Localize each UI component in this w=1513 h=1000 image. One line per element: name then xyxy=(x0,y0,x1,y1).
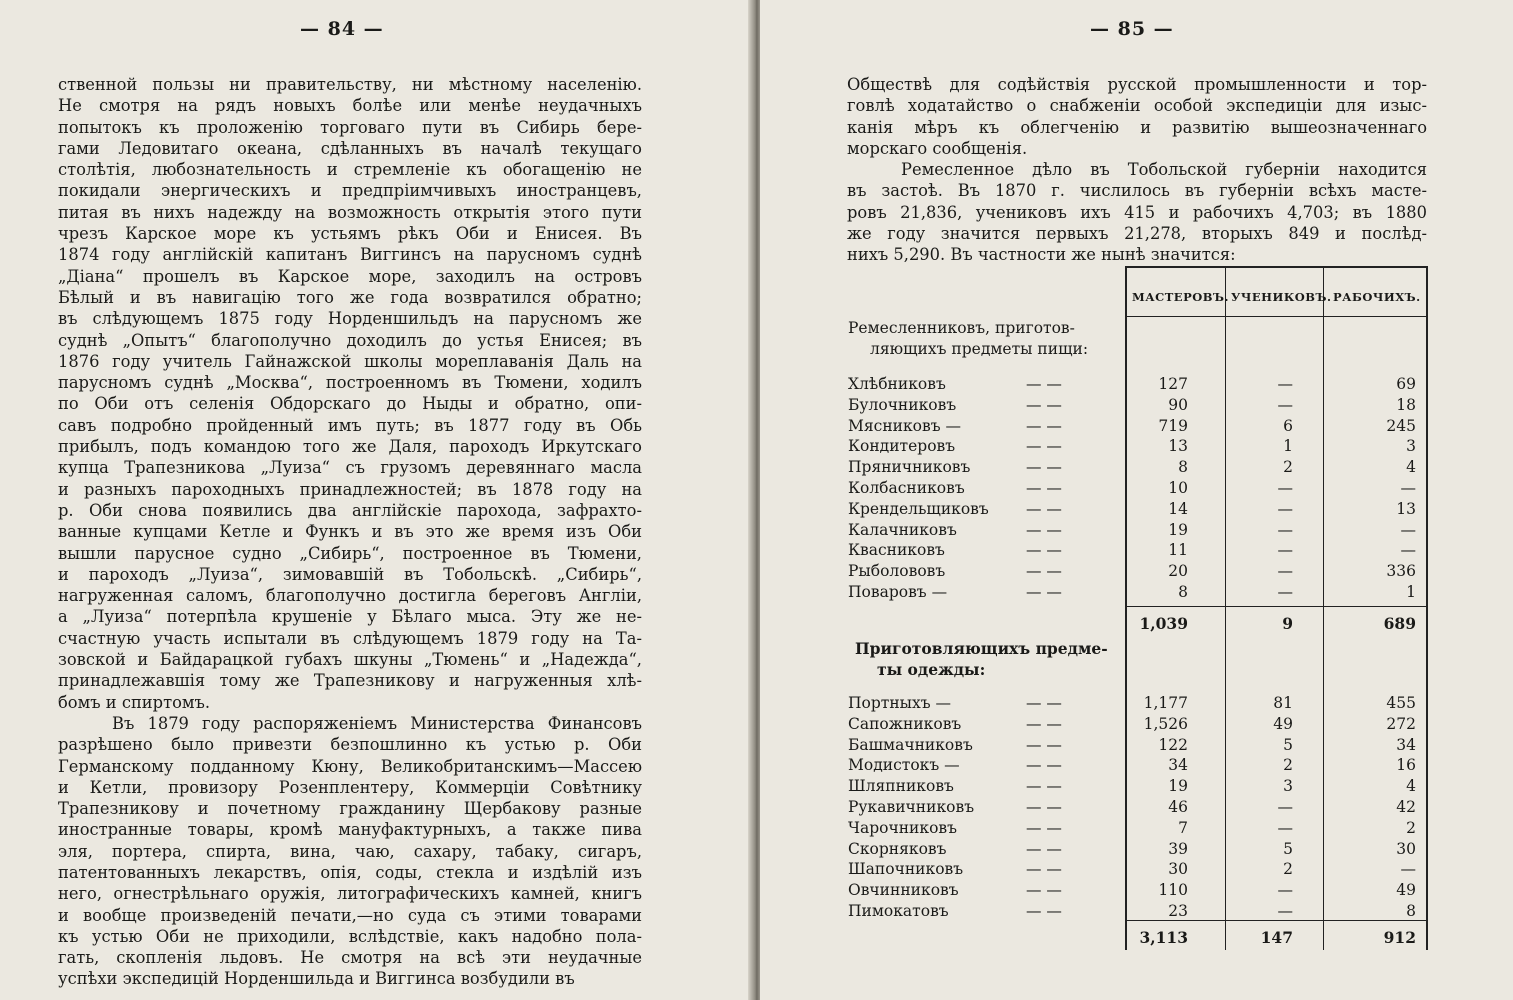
row-name: Модистокъ — xyxy=(848,756,960,775)
text-line: и Кетли, провизору Розенплентеру, Коммерціи Совѣтнику xyxy=(58,777,642,797)
text-line: гать, скопленія льдовъ. Не смотря на всѣ эти неудачные xyxy=(58,948,642,968)
text-line: Не смотря на рядъ новыхъ болѣе или менѣе неудачныхъ xyxy=(58,96,642,116)
table-row xyxy=(848,777,1428,797)
table-row xyxy=(848,541,1428,561)
apprentices-value: — xyxy=(1277,520,1293,539)
table-top-rule xyxy=(1125,266,1428,268)
workers-value: 455 xyxy=(1386,694,1416,712)
apprentices-value: — xyxy=(1277,562,1293,581)
table-row xyxy=(848,798,1428,818)
header-apprentices: УЧЕНИКОВЪ. xyxy=(1231,290,1332,304)
apprentices-value: 5 xyxy=(1283,735,1293,754)
table-row xyxy=(848,736,1428,756)
table-row xyxy=(848,819,1428,839)
text-line: покидали энергическихъ и предпріимчивыхъ иностранцевъ, xyxy=(58,181,642,201)
masters-value: 719 xyxy=(1158,416,1188,435)
text-line: питая въ нихъ надежду на возможность открытія этого пути xyxy=(58,202,642,222)
right-paragraph-1 xyxy=(847,74,1427,159)
apprentices-value: 1 xyxy=(1283,437,1293,456)
text-line: парусномъ суднѣ „Москва“, построенномъ въ Тюмени, ходилъ xyxy=(58,373,642,393)
row-dashes: — — xyxy=(1026,881,1062,900)
workers-value: 272 xyxy=(1386,714,1416,733)
row-name: Крендельщиковъ xyxy=(848,499,989,518)
text-line: говлѣ ходатайство о снабженіи особой экспедиціи для изыс- xyxy=(847,96,1427,116)
masters-value: 122 xyxy=(1158,735,1188,754)
workers-value: 2 xyxy=(1406,818,1416,837)
workers-value: 30 xyxy=(1396,839,1416,858)
workers-value: 13 xyxy=(1396,499,1416,518)
table-row xyxy=(848,881,1428,901)
row-name: Шляпниковъ xyxy=(848,777,954,796)
apprentices-value: — xyxy=(1277,881,1293,900)
text-line: къ устью Оби не приходили, вслѣдствіе, какъ надобно пола- xyxy=(58,926,642,946)
workers-value: 245 xyxy=(1386,416,1416,435)
text-line: савъ подробно пройденный имъ путь; въ 1877 году въ Обь xyxy=(58,415,642,435)
row-name: Башмачниковъ xyxy=(848,735,973,754)
masters-value: 34 xyxy=(1168,756,1188,775)
apprentices-value: — xyxy=(1277,499,1293,518)
text-line: морскаго сообщенія. xyxy=(847,138,1028,158)
text-line: и пароходъ „Луиза“, зимовавшій въ Тобольскѣ. „Сибирь“, xyxy=(58,564,642,584)
masters-value: 127 xyxy=(1158,375,1188,393)
masters-value: 1,177 xyxy=(1143,694,1188,712)
row-dashes: — — xyxy=(1026,735,1062,754)
masters-value: 46 xyxy=(1168,798,1188,816)
table-row xyxy=(848,902,1428,922)
text-line: канія мѣръ къ облегченію и развитію вышеозначеннаго xyxy=(847,117,1427,137)
row-dashes: — — xyxy=(1026,499,1062,518)
text-line: чрезъ Карское море къ устьямъ рѣкъ Оби и Енисея. Въ xyxy=(58,224,642,244)
workers-value: 4 xyxy=(1406,458,1416,477)
text-line: столѣтія, любознательность и стремленіе къ обогащенію не xyxy=(58,160,642,180)
text-line: иностранные товары, кромѣ мануфактурныхъ, а также пива xyxy=(58,820,642,840)
row-name: Скорняковъ xyxy=(848,839,947,858)
text-line: счастную участь испытали въ слѣдующемъ 1879 году на Та- xyxy=(58,628,642,648)
row-dashes: — — xyxy=(1026,562,1062,581)
text-line: бомъ и спиртомъ. xyxy=(58,692,211,712)
row-dashes: — — xyxy=(1026,520,1062,539)
text-line: разрѣшено было привезти безпошлинно къ устью р. Оби xyxy=(58,735,642,755)
table-row xyxy=(848,756,1428,776)
masters-value: 8 xyxy=(1178,458,1188,477)
row-name: Пимокатовъ xyxy=(848,902,949,920)
table-row xyxy=(848,458,1428,478)
text-line: Ремесленное дѣло въ Тобольской губерніи находится xyxy=(901,160,1427,180)
text-line: въ застоѣ. Въ 1870 г. числилось въ губерніи всѣхъ масте- xyxy=(847,181,1427,201)
apprentices-value: 49 xyxy=(1273,714,1293,733)
text-line: и разныхъ пароходныхъ принадлежностей; въ 1878 году на xyxy=(58,479,642,499)
table-row xyxy=(848,521,1428,541)
row-name: Мясниковъ — xyxy=(848,416,962,435)
workers-value: 18 xyxy=(1396,395,1416,414)
workers-value: — xyxy=(1400,541,1416,560)
row-dashes: — — xyxy=(1026,860,1062,879)
right-page xyxy=(760,0,1513,1000)
text-line: Обществѣ для содѣйствія русской промышленности и тор- xyxy=(847,75,1427,94)
left-paragraph-1 xyxy=(58,74,642,713)
row-name: Портныхъ — xyxy=(848,694,952,712)
workers-value: — xyxy=(1400,860,1416,879)
row-dashes: — — xyxy=(1026,458,1062,477)
row-name: Шапочниковъ xyxy=(848,860,964,879)
header-masters: МАСТЕРОВЪ. xyxy=(1132,290,1229,304)
masters-value: 8 xyxy=(1178,583,1188,601)
text-line: въ слѣдующемъ 1875 году Норденшильдъ на парусномъ же xyxy=(58,309,642,329)
text-line: же году значится первыхъ 21,278, вторыхъ 849 и послѣд- xyxy=(847,224,1427,244)
apprentices-value: — xyxy=(1277,479,1293,497)
text-line: ственной пользы ни правительству, ни мѣстному населенію. xyxy=(58,75,642,94)
text-line: гами Ледовитаго океана, сдѣланныхъ въ началѣ текущаго xyxy=(58,138,642,158)
row-dashes: — — xyxy=(1026,416,1062,435)
row-dashes: — — xyxy=(1026,395,1062,414)
table-row xyxy=(848,562,1428,582)
text-line: купца Трапезникова „Луиза“ съ грузомъ деревяннаго масла xyxy=(58,458,642,478)
text-line: вышли парусное судно „Сибирь“, построенное въ Тюмени, xyxy=(58,543,642,563)
header-workers: РАБОЧИХЪ. xyxy=(1333,290,1421,304)
row-dashes: — — xyxy=(1026,541,1062,560)
masters-value: 39 xyxy=(1168,839,1188,858)
apprentices-value: — xyxy=(1277,798,1293,816)
text-line: и вообще произведеній печати,—но суда съ этими товарами xyxy=(58,905,642,925)
apprentices-value: 2 xyxy=(1283,756,1293,775)
row-dashes: — — xyxy=(1026,798,1062,816)
text-line: эля, портера, спирта, вина, чаю, сахару, табаку, сигаръ, xyxy=(58,841,642,861)
row-dashes: — — xyxy=(1026,902,1062,920)
apprentices-value: — xyxy=(1277,375,1293,393)
workers-value: 3 xyxy=(1406,437,1416,456)
apprentices-value: 2 xyxy=(1283,860,1293,879)
text-line: него, огнестрѣльнаго оружія, литографическихъ камней, книгъ xyxy=(58,884,642,904)
row-dashes: — — xyxy=(1026,479,1062,497)
apprentices-value: 3 xyxy=(1283,777,1293,796)
workers-value: 336 xyxy=(1386,562,1416,581)
masters-value: 7 xyxy=(1178,818,1188,837)
text-line: нагруженная саломъ, благополучно достигла береговъ Англіи, xyxy=(58,586,642,606)
apprentices-value: — xyxy=(1277,395,1293,414)
row-name: Квасниковъ xyxy=(848,541,945,560)
row-name: Рукавичниковъ xyxy=(848,798,975,816)
text-line: по Оби отъ селенія Обдорскаго до Ныды и обратно, опи- xyxy=(58,394,642,414)
row-dashes: — — xyxy=(1026,756,1062,775)
workers-value: 69 xyxy=(1396,375,1416,393)
masters-value: 90 xyxy=(1168,395,1188,414)
table-header-rule xyxy=(1125,316,1428,317)
text-line: р. Оби снова появились два англійскіе парохода, зафрахто- xyxy=(58,500,642,520)
table-row xyxy=(848,417,1428,437)
row-name: Колбасниковъ xyxy=(848,479,965,497)
text-line: Бѣлый и въ навигацію того же года возвратился обратно; xyxy=(58,287,642,307)
masters-value: 30 xyxy=(1168,860,1188,879)
text-line: а „Луиза“ потерпѣла крушеніе у Бѣлаго мыса. Эту же не- xyxy=(58,607,642,627)
masters-value: 11 xyxy=(1168,541,1188,560)
text-line: ванные купцами Кетле и Функъ и въ это же время изъ Оби xyxy=(58,522,642,542)
text-line: успѣхи экспедицій Норденшильда и Виггинса возбудили въ xyxy=(58,969,575,989)
table-row xyxy=(848,840,1428,860)
masters-value: 19 xyxy=(1168,777,1188,796)
row-dashes: — — xyxy=(1026,839,1062,858)
masters-value: 14 xyxy=(1168,499,1188,518)
masters-value: 19 xyxy=(1168,520,1188,539)
workers-value: 49 xyxy=(1396,881,1416,900)
masters-value: 20 xyxy=(1168,562,1188,581)
section-2-title: Приготовляющихъ предме- ты одежды: xyxy=(855,639,1108,679)
row-dashes: — — xyxy=(1026,818,1062,837)
apprentices-value: — xyxy=(1277,541,1293,560)
workers-value: — xyxy=(1400,479,1416,497)
left-page xyxy=(0,0,752,1000)
table-row xyxy=(848,860,1428,880)
left-body-text xyxy=(58,74,642,990)
workers-value: — xyxy=(1400,520,1416,539)
row-name: Чарочниковъ xyxy=(848,818,957,837)
section-1-total: 1,039 9 689 xyxy=(1139,614,1416,633)
row-name: Булочниковъ xyxy=(848,395,957,414)
right-paragraph-2 xyxy=(847,159,1427,265)
apprentices-value: 2 xyxy=(1283,458,1293,477)
masters-value: 10 xyxy=(1168,479,1188,497)
row-name: Хлѣбниковъ xyxy=(848,375,946,393)
table-row xyxy=(848,583,1428,603)
apprentices-value: — xyxy=(1277,583,1293,601)
text-line: суднѣ „Опытъ“ благополучно доходилъ до устья Енисея; въ xyxy=(58,330,642,350)
text-line: Трапезникову и почетному гражданину Щербакову разные xyxy=(58,799,642,819)
row-name: Калачниковъ xyxy=(848,520,957,539)
apprentices-value: — xyxy=(1277,818,1293,837)
right-body-text xyxy=(847,74,1427,266)
text-line: попытокъ къ проложенію торговаго пути въ Сибирь бере- xyxy=(58,117,642,137)
text-line: патентованныхъ лекарствъ, опія, соды, стекла и издѣлій изъ xyxy=(58,862,642,882)
table-row xyxy=(848,500,1428,520)
table-row xyxy=(848,396,1428,416)
row-dashes: — — xyxy=(1026,714,1062,733)
workers-value: 16 xyxy=(1396,756,1416,775)
workers-value: 34 xyxy=(1396,735,1416,754)
row-name: Поваровъ — xyxy=(848,583,948,601)
page-number: — 85 — xyxy=(1090,18,1174,40)
table-row xyxy=(848,375,1428,395)
text-line: принадлежавшія тому же Трапезникову и нагруженныя хлѣ- xyxy=(58,671,642,691)
workers-value: 42 xyxy=(1396,798,1416,816)
text-line: Въ 1879 году распоряженіемъ Министерства Финансовъ xyxy=(112,713,642,733)
section-1-title: Ремесленниковъ, приготов- ляющихъ предметы пищи: xyxy=(848,319,1089,358)
text-line: Германскому подданному Кюну, Великобританскимъ—Массею xyxy=(58,756,642,776)
row-name: Рыболововъ xyxy=(848,562,946,581)
workers-value: 4 xyxy=(1406,777,1416,796)
row-name: Кондитеровъ xyxy=(848,437,956,456)
apprentices-value: 5 xyxy=(1283,839,1293,858)
page-number: — 84 — xyxy=(300,18,384,40)
masters-value: 13 xyxy=(1168,437,1188,456)
text-line: 1876 году учитель Гайнажской школы мореплаванія Даль на xyxy=(58,351,642,371)
row-dashes: — — xyxy=(1026,375,1062,393)
text-line: зовской и Байдарацкой губахъ шкуны „Тюмень“ и „Надежда“, xyxy=(58,650,642,670)
masters-value: 23 xyxy=(1168,902,1188,920)
apprentices-value: — xyxy=(1277,902,1293,920)
table-row xyxy=(848,479,1428,499)
row-name: Овчинниковъ xyxy=(848,881,959,900)
text-line: „Діана“ прошелъ въ Карское море, заходилъ на островъ xyxy=(58,266,642,286)
table-row xyxy=(848,437,1428,457)
text-line: ровъ 21,836, учениковъ ихъ 415 и рабочихъ 4,703; въ 1880 xyxy=(847,202,1427,222)
masters-value: 1,526 xyxy=(1143,714,1188,733)
text-line: 1874 году англійскій капитанъ Виггинсъ на парусномъ суднѣ xyxy=(58,245,642,265)
row-dashes: — — xyxy=(1026,777,1062,796)
table-row xyxy=(848,715,1428,735)
text-line: прибылъ, подъ командою того же Даля, пароходъ Иркутскаго xyxy=(58,437,642,457)
table-subtotal-rule-1 xyxy=(1125,606,1428,607)
workers-value: 1 xyxy=(1406,583,1416,601)
apprentices-value: 81 xyxy=(1273,694,1293,712)
row-name: Пряничниковъ xyxy=(848,458,971,477)
left-paragraph-2 xyxy=(58,713,642,990)
workers-value: 8 xyxy=(1406,902,1416,920)
row-dashes: — — xyxy=(1026,437,1062,456)
section-2-total: 3,113 147 912 xyxy=(1139,928,1416,947)
row-dashes: — — xyxy=(1026,583,1062,601)
text-line: нихъ 5,290. Въ частности же нынѣ значится: xyxy=(847,245,1236,265)
row-dashes: — — xyxy=(1026,694,1062,712)
masters-value: 110 xyxy=(1158,881,1188,900)
apprentices-value: 6 xyxy=(1283,416,1293,435)
table-row xyxy=(848,694,1428,714)
row-name: Сапожниковъ xyxy=(848,714,962,733)
